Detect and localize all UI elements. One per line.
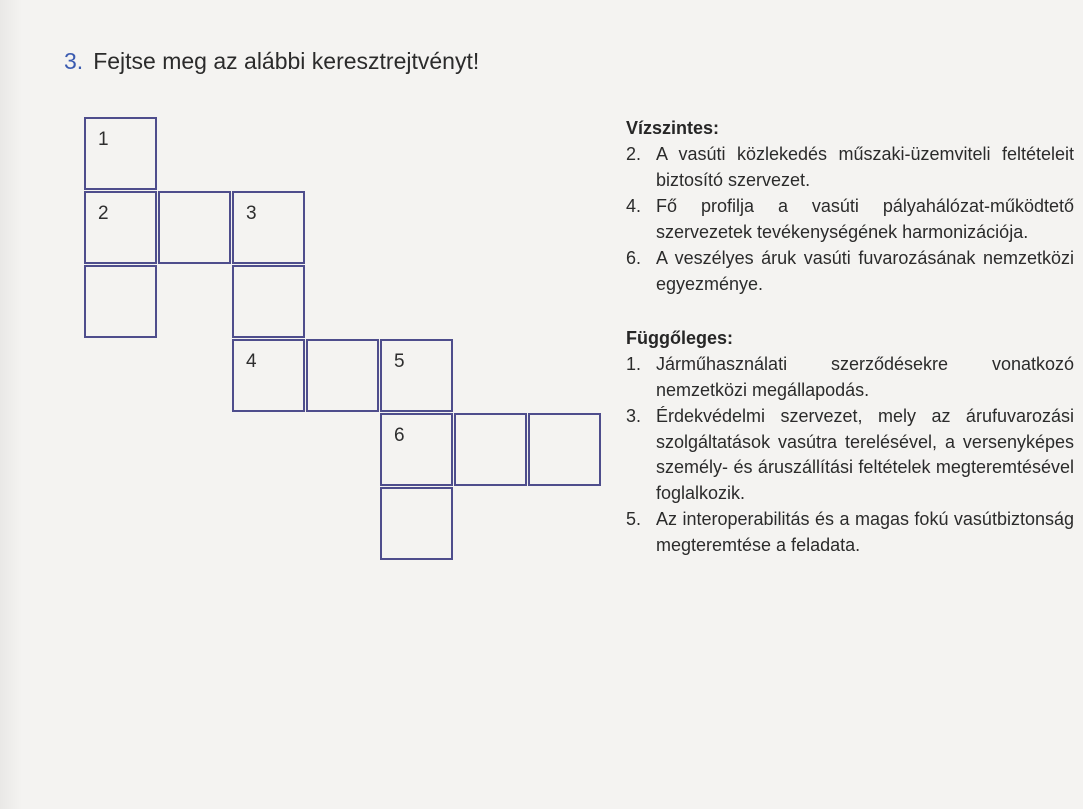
crossword-cell[interactable] [232,339,305,412]
down-clue-list [626,352,1074,558]
cell-number: 2 [98,203,109,224]
across-heading: Vízszintes: [626,118,720,138]
crossword-cell[interactable] [454,413,527,486]
crossword-cell[interactable] [380,413,453,486]
clue-text: A veszélyes áruk vasúti fuvarozásának nemzetközi egyezménye. [656,248,1074,294]
down-clue [626,352,1074,403]
crossword-cell[interactable] [306,339,379,412]
clue-text: Érdekvédelmi szervezet, mely az árufuvarozási szolgáltatások vasútra terelésével, a versenyképes személy- és áruszállítási feltételek megteremtésével foglalkozik. [656,406,1074,503]
task-title: Fejtse meg az alábbi keresztrejtvényt! [93,48,480,74]
down-clue [626,404,1074,506]
cell-number: 3 [246,203,257,224]
crossword-cell[interactable] [380,339,453,412]
across-clue [626,246,1074,297]
clue-text: Fő profilja a vasúti pályahálózat-működtető szervezetek tevékenységének harmonizációja. [656,196,1074,242]
across-clue [626,142,1074,193]
clue-number: 3. [626,406,642,426]
across-clue [626,194,1074,245]
crossword-cell[interactable] [232,265,305,338]
crossword-cell[interactable] [84,191,157,264]
cell-number: 1 [98,129,109,150]
across-clue-list [626,142,1074,297]
clue-text: Az interoperabilitás és a magas fokú vasútbiztonság megteremtése a feladata. [656,509,1074,555]
crossword-cell[interactable] [84,117,157,190]
cell-number: 6 [394,425,405,446]
clue-text: Járműhasználati szerződésekre vonatkozó nemzetközi megállapodás. [656,354,1074,400]
clue-text: A vasúti közlekedés műszaki-üzemviteli feltételeit biztosító szervezet. [656,144,1074,190]
crossword-cell[interactable] [232,191,305,264]
task-heading [64,46,479,76]
crossword-cell[interactable] [158,191,231,264]
down-clue [626,507,1074,558]
clue-number: 1. [626,354,642,374]
crossword-cell[interactable] [380,487,453,560]
cell-number: 4 [246,351,257,372]
task-number: 3. [64,48,84,74]
clue-number: 5. [626,509,642,529]
down-heading: Függőleges: [626,328,733,348]
cell-number: 5 [394,351,405,372]
clue-number: 4. [626,196,642,216]
clue-number: 6. [626,248,642,268]
page-edge-shadow [0,0,22,809]
clue-number: 2. [626,144,642,164]
crossword-cell[interactable] [528,413,601,486]
crossword-cell[interactable] [84,265,157,338]
clues-panel [626,116,1074,559]
